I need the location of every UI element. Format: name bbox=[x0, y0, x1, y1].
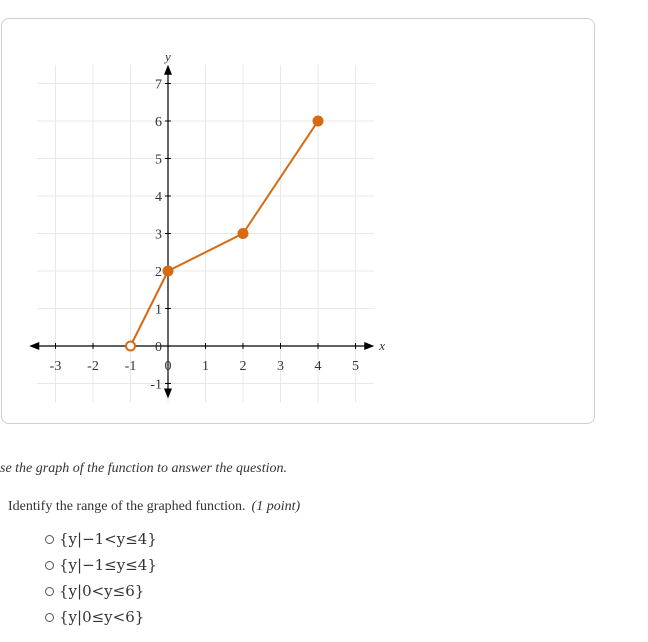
question bbox=[8, 499, 300, 515]
instruction-text: se the graph of the function to answer the question. bbox=[0, 461, 287, 476]
x-tick-label: 3 bbox=[277, 359, 284, 374]
option-3[interactable] bbox=[45, 578, 157, 604]
y-tick-label: 3 bbox=[155, 227, 162, 243]
y-axis-label: y bbox=[165, 48, 171, 64]
radio-button[interactable] bbox=[45, 535, 54, 544]
x-axis-label: x bbox=[379, 338, 386, 353]
option-label: {y|−1<y≤4} bbox=[59, 530, 157, 548]
open-point bbox=[126, 342, 135, 351]
closed-point bbox=[239, 229, 248, 238]
x-tick-label: 1 bbox=[202, 359, 209, 374]
closed-point bbox=[164, 267, 173, 276]
radio-button[interactable] bbox=[45, 587, 54, 596]
y-axis-arrow-down bbox=[164, 389, 172, 399]
option-4[interactable] bbox=[45, 604, 157, 630]
option-label: {y|0≤y<6} bbox=[59, 608, 145, 626]
y-tick-label: 0 bbox=[155, 340, 162, 355]
question-text: Identify the range of the graphed function. bbox=[8, 499, 246, 514]
option-label: {y|−1≤y≤4} bbox=[59, 556, 157, 574]
y-tick-label: 6 bbox=[155, 115, 162, 130]
radio-button[interactable] bbox=[45, 561, 54, 570]
x-tick-label: -2 bbox=[87, 359, 99, 374]
x-tick-label: -1 bbox=[124, 359, 137, 374]
x-axis-arrow-right bbox=[364, 342, 374, 350]
closed-point bbox=[314, 117, 323, 126]
x-tick-label: -3 bbox=[49, 359, 62, 374]
x-tick-label: 0 bbox=[164, 359, 172, 374]
y-tick-label: 2 bbox=[155, 265, 162, 280]
radio-button[interactable] bbox=[45, 613, 54, 622]
y-tick-label: 1 bbox=[155, 302, 162, 318]
y-axis-arrow-up bbox=[164, 65, 172, 75]
x-tick-label: 5 bbox=[352, 359, 359, 374]
x-tick-label: 4 bbox=[314, 359, 322, 374]
y-tick-label: 4 bbox=[155, 190, 162, 205]
function-graph bbox=[2, 19, 596, 425]
answer-options bbox=[45, 526, 157, 630]
option-1[interactable] bbox=[45, 526, 157, 552]
y-tick-label: 7 bbox=[155, 77, 162, 93]
x-axis-arrow-left bbox=[29, 342, 39, 350]
question-points: (1 point) bbox=[251, 499, 301, 514]
option-2[interactable] bbox=[45, 552, 157, 578]
option-label: {y|0<y≤6} bbox=[59, 582, 145, 600]
x-tick-label: 2 bbox=[239, 359, 247, 374]
graph-panel bbox=[1, 18, 595, 424]
y-tick-label: -1 bbox=[150, 377, 162, 393]
y-tick-label: 5 bbox=[155, 152, 162, 168]
